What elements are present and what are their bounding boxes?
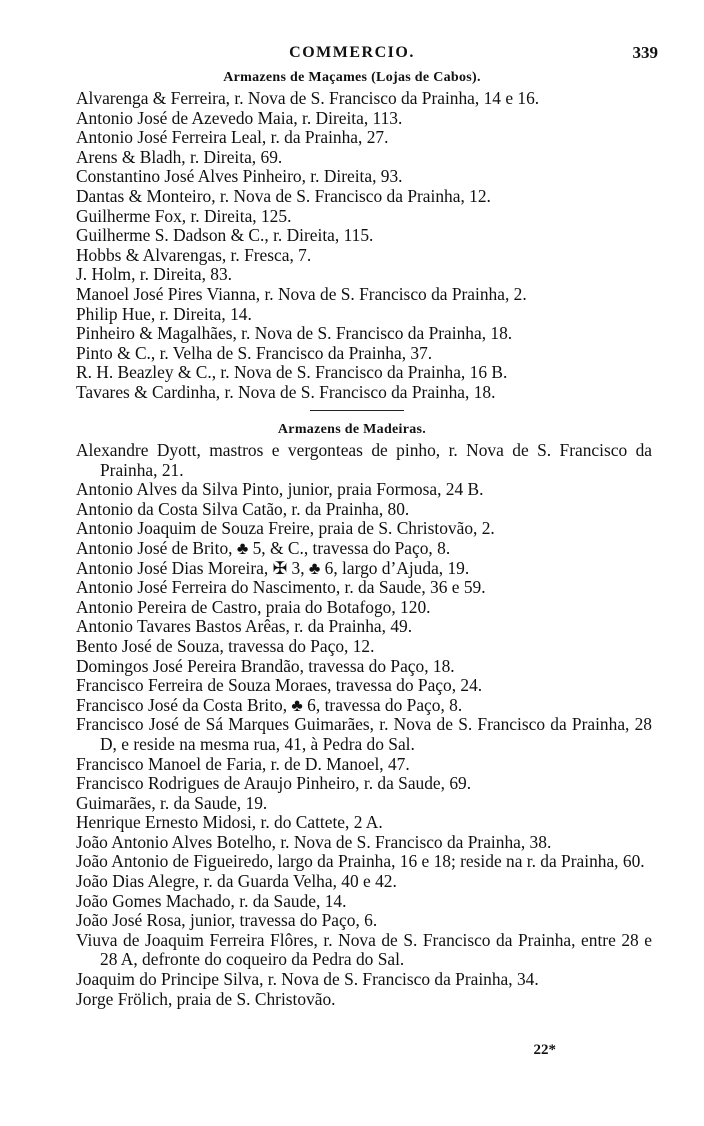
- page-header: [0, 40, 704, 68]
- list-item: Pinto & C., r. Velha de S. Francisco da Prainha, 37.: [76, 342, 433, 363]
- list-item: Viuva de Joaquim Ferreira Flôres, r. Nova de S. Francisco da Prainha, entre 28 e 28 A, defronte do coqueiro da Pedra do Sal.: [76, 929, 652, 970]
- list-item: Antonio José Ferreira Leal, r. da Prainha, 27.: [76, 127, 389, 148]
- section-title-macames: Armazens de Maçames (Lojas de Cabos).: [223, 70, 481, 85]
- list-item: Antonio José Ferreira do Nascimento, r. da Saude, 36 e 59.: [76, 577, 486, 598]
- list-item: João Antonio de Figueiredo, largo da Prainha, 16 e 18; reside na r. da Prainha, 60.: [76, 851, 645, 872]
- list-item: Constantino José Alves Pinheiro, r. Direita, 93.: [76, 166, 403, 187]
- list-item: Antonio José de Brito, ♣ 5, & C., travessa do Paço, 8.: [76, 537, 451, 558]
- list-item: Francisco Ferreira de Souza Moraes, travessa do Paço, 24.: [76, 675, 483, 696]
- section-title-madeiras: Armazens de Madeiras.: [277, 422, 427, 437]
- list-item: Francisco Manoel de Faria, r. de D. Manoel, 47.: [76, 753, 410, 774]
- signature-mark: 22*: [533, 1042, 556, 1058]
- list-item: Alexandre Dyott, mastros e vergonteas de pinho, r. Nova de S. Francisco da Prainha, 21.: [76, 440, 652, 480]
- list-item: Philip Hue, r. Direita, 14.: [76, 303, 252, 324]
- list-item: Antonio Joaquim de Souza Freire, praia de S. Christovão, 2.: [76, 518, 495, 539]
- list-item: Joaquim do Principe Silva, r. Nova de S. Francisco da Prainha, 34.: [76, 969, 539, 990]
- list-item: Antonio Tavares Bastos Arêas, r. da Prainha, 49.: [76, 616, 413, 637]
- list-item: Guimarães, r. da Saude, 19.: [76, 792, 268, 813]
- list-item: Francisco José de Sá Marques Guimarães, r. Nova de S. Francisco da Prainha, 28 D, e reside na mesma rua, 41, à Pedra do Sal.: [76, 714, 652, 754]
- list-item: Henrique Ernesto Midosi, r. do Cattete, 2 A.: [76, 812, 383, 833]
- list-item: Antonio Pereira de Castro, praia do Botafogo, 120.: [76, 596, 431, 617]
- section-divider: [310, 410, 404, 411]
- list-item: Jorge Frölich, praia de S. Christovão.: [76, 988, 336, 1009]
- list-item: Tavares & Cardinha, r. Nova de S. Francisco da Prainha, 18.: [76, 381, 496, 402]
- list-item: Pinheiro & Magalhães, r. Nova de S. Francisco da Prainha, 18.: [76, 323, 513, 344]
- list-item: Francisco Rodrigues de Araujo Pinheiro, r. da Saude, 69.: [76, 773, 472, 794]
- list-item: Alvarenga & Ferreira, r. Nova de S. Francisco da Prainha, 14 e 16.: [76, 88, 540, 108]
- page-number: 339: [632, 43, 658, 62]
- list-item: Hobbs & Alvarengas, r. Fresca, 7.: [76, 244, 312, 265]
- list-item: João Dias Alegre, r. da Guarda Velha, 40 e 42.: [76, 871, 397, 892]
- entry-list-madeiras: [76, 441, 652, 1009]
- list-item: Antonio da Costa Silva Catão, r. da Prainha, 80.: [76, 498, 410, 519]
- list-item: Guilherme Fox, r. Direita, 125.: [76, 205, 292, 226]
- list-item: Bento José de Souza, travessa do Paço, 12.: [76, 635, 375, 656]
- list-item: Francisco José da Costa Brito, ♣ 6, travessa do Paço, 8.: [76, 694, 463, 715]
- list-item: Antonio José de Azevedo Maia, r. Direita, 113.: [76, 107, 403, 128]
- list-item: R. H. Beazley & C., r. Nova de S. Francisco da Prainha, 16 B.: [76, 362, 508, 383]
- list-item: João Gomes Machado, r. da Saude, 14.: [76, 890, 347, 911]
- list-item: Domingos José Pereira Brandão, travessa do Paço, 18.: [76, 655, 455, 676]
- list-item: Arens & Bladh, r. Direita, 69.: [76, 146, 283, 167]
- entry-list-macames: [76, 89, 652, 403]
- list-item: J. Holm, r. Direita, 83.: [76, 264, 233, 285]
- list-item: João José Rosa, junior, travessa do Paço, 6.: [76, 910, 378, 931]
- list-item: Dantas & Monteiro, r. Nova de S. Francisco da Prainha, 12.: [76, 185, 491, 206]
- list-item: Antonio José Dias Moreira, ✠ 3, ♣ 6, largo d’Ajuda, 19.: [76, 557, 470, 578]
- list-item: Guilherme S. Dadson & C., r. Direita, 115.: [76, 225, 374, 246]
- list-item: Antonio Alves da Silva Pinto, junior, praia Formosa, 24 B.: [76, 479, 484, 500]
- list-item: João Antonio Alves Botelho, r. Nova de S. Francisco da Prainha, 38.: [76, 831, 552, 852]
- list-item: Manoel José Pires Vianna, r. Nova de S. Francisco da Prainha, 2.: [76, 283, 527, 304]
- running-title: COMMERCIO.: [289, 44, 415, 61]
